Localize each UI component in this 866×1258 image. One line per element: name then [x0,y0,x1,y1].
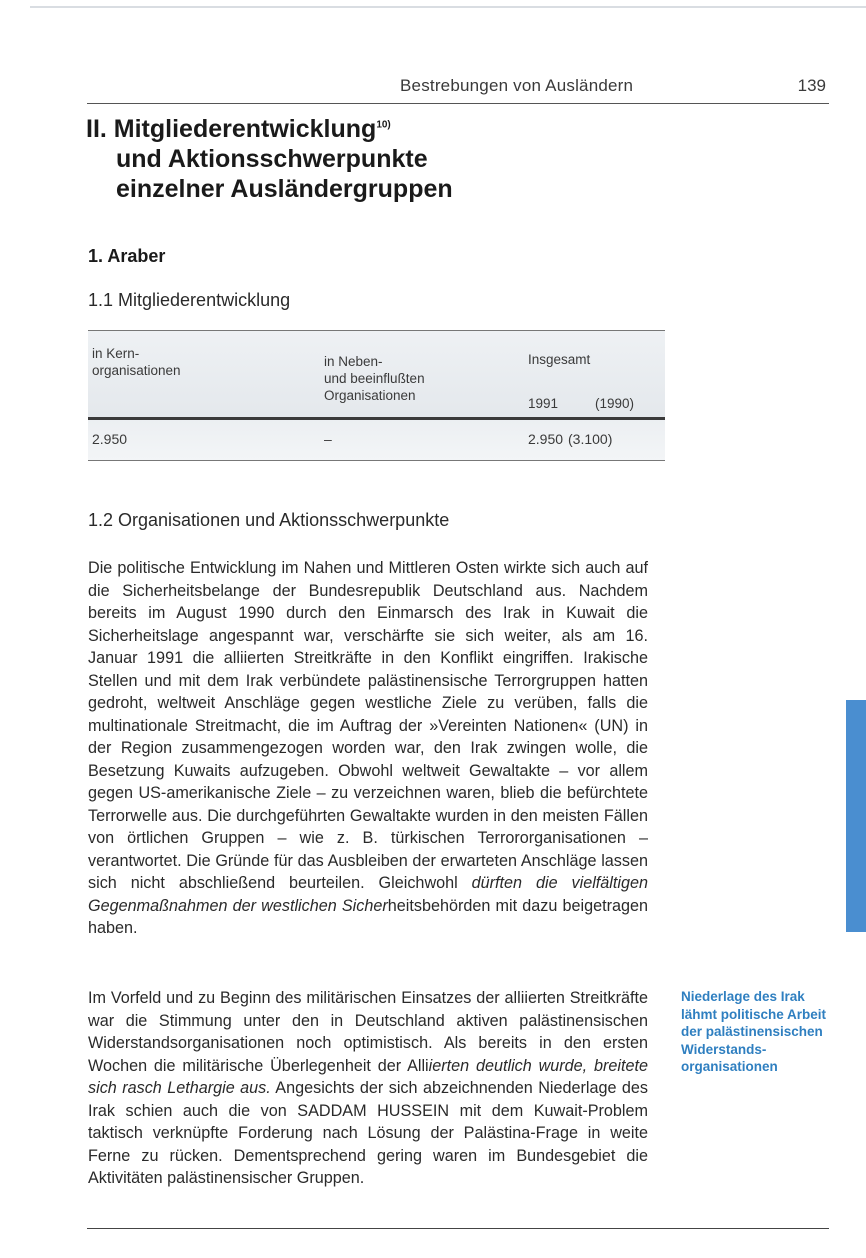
body-paragraph-1 [88,557,648,940]
section-title: 1. Araber [88,246,166,266]
paragraph-1-text-end: heitsbehörden mit dazu beigetragen haben. [88,896,649,937]
paragraph-1-text: Die politische Entwicklung im Nahen und Mittleren Osten wirkte sich auch auf die Sicherheitsbelange der Bundesrepublik Deutschland aus. Nachdem bereits im August 1990 durch den Einmarsch des Irak in Kuwait die Sicherheitslage angespannt war, verschärfte sie sich weiter, als am 16. Januar 1991 die alliierten Streitkräfte in den Konflikt eingriffen. Irakische Stellen und mit dem Irak verbündete palästinensische Terrorgruppen hatten gedroht, weltweit Anschläge gegen westliche Ziele zu verüben, falls die multinationale Streitmacht, die im Auftrag der »Vereinten Nationen« (UN) in der Region zusammengezogen worden war, den Irak zwingen wolle, die Besetzung Kuwaits aufzugeben. Obwohl weltweit Gewaltakte – vor allem gegen US-amerikanische Ziele – zu verzeichnen waren, blieb die befürchtete Terrorwelle aus. Die durchgeführten Gewaltakte wurden in den meisten Fällen von örtlichen Gruppen – wie z. B. türkischen Terrororganisationen – verantwortet. Die Gründe für das Ausbleiben der erwarteten Anschläge lassen sich nicht abschließend beurteilen. Gleichwohl [88,559,648,892]
subsection-title-membership: 1.1 Mitgliederentwicklung [88,290,291,310]
paragraph-1-italic: dürften die vielfältigen Gegenmaßnahmen der westlichen Sicher [88,874,648,915]
header-core-organisations: in Kern- organisationen [92,346,181,378]
header-year-previous: (1990) [595,396,635,411]
chapter-title-line-3: einzelner Ausländergruppen [116,175,453,203]
header-year-current: 1991 [528,396,559,411]
margin-note: Niederlage des Irak lähmt politische Arbeit der palästinensischen Widerstandsorganisationen [681,989,827,1074]
header-secondary-organisations: in Neben- und beeinflußten Organisationen [324,354,425,403]
chapter-title [86,114,453,204]
running-header-title: Bestrebungen von Ausländern [400,76,634,95]
subsection-title-organisations: 1.2 Organisationen und Aktionsschwerpunkte [88,510,450,530]
cell-total-previous: (3.100) [568,431,613,447]
paragraph-2-italic: ierten deutlich wurde, breitete sich rasch Lethargie aus. [88,1056,648,1097]
cell-core-organisations: 2.950 [92,431,128,447]
chapter-title-prefix: II. Mitgliederentwicklung [86,115,377,143]
cell-secondary-organisations: – [324,431,332,447]
header-rule [87,103,829,104]
membership-table [88,330,665,461]
page-number: 139 [797,76,826,95]
cell-total-current: 2.950 [528,431,564,447]
table-header-row [88,331,665,420]
header-total: Insgesamt [528,352,591,367]
top-edge-rule [30,6,866,8]
table-data-row [88,420,665,461]
footer-rule [87,1228,829,1229]
chapter-title-line-1 [86,114,453,144]
chapter-title-line-2: und Aktionsschwerpunkte [116,145,428,173]
body-paragraph-2 [88,987,648,1190]
paragraph-2-text: Im Vorfeld und zu Beginn des militärischen Einsatzes der alliierten Streitkräfte war die Stimmung unter den in Deutschland aktiven palästinensischen Widerstandsorganisationen noch optimistisch. Als bereits in den ersten Wochen die militärische Überlegenheit der Alli [88,989,648,1075]
footnote-reference[interactable]: 10) [376,119,391,131]
chapter-thumb-tab [846,700,866,932]
paragraph-2-text-end: Angesichts der sich abzeichnenden Niederlage des Irak schien auch die von SADDAM HUSSEIN mit dem Kuwait-Problem taktisch verknüpfte Forderung nach Lösung der Palästina-Frage in weite Ferne zu rücken. Dementsprechend gering waren im Bundesgebiet die Aktivitäten palästinensischer Gruppen. [88,1079,649,1187]
